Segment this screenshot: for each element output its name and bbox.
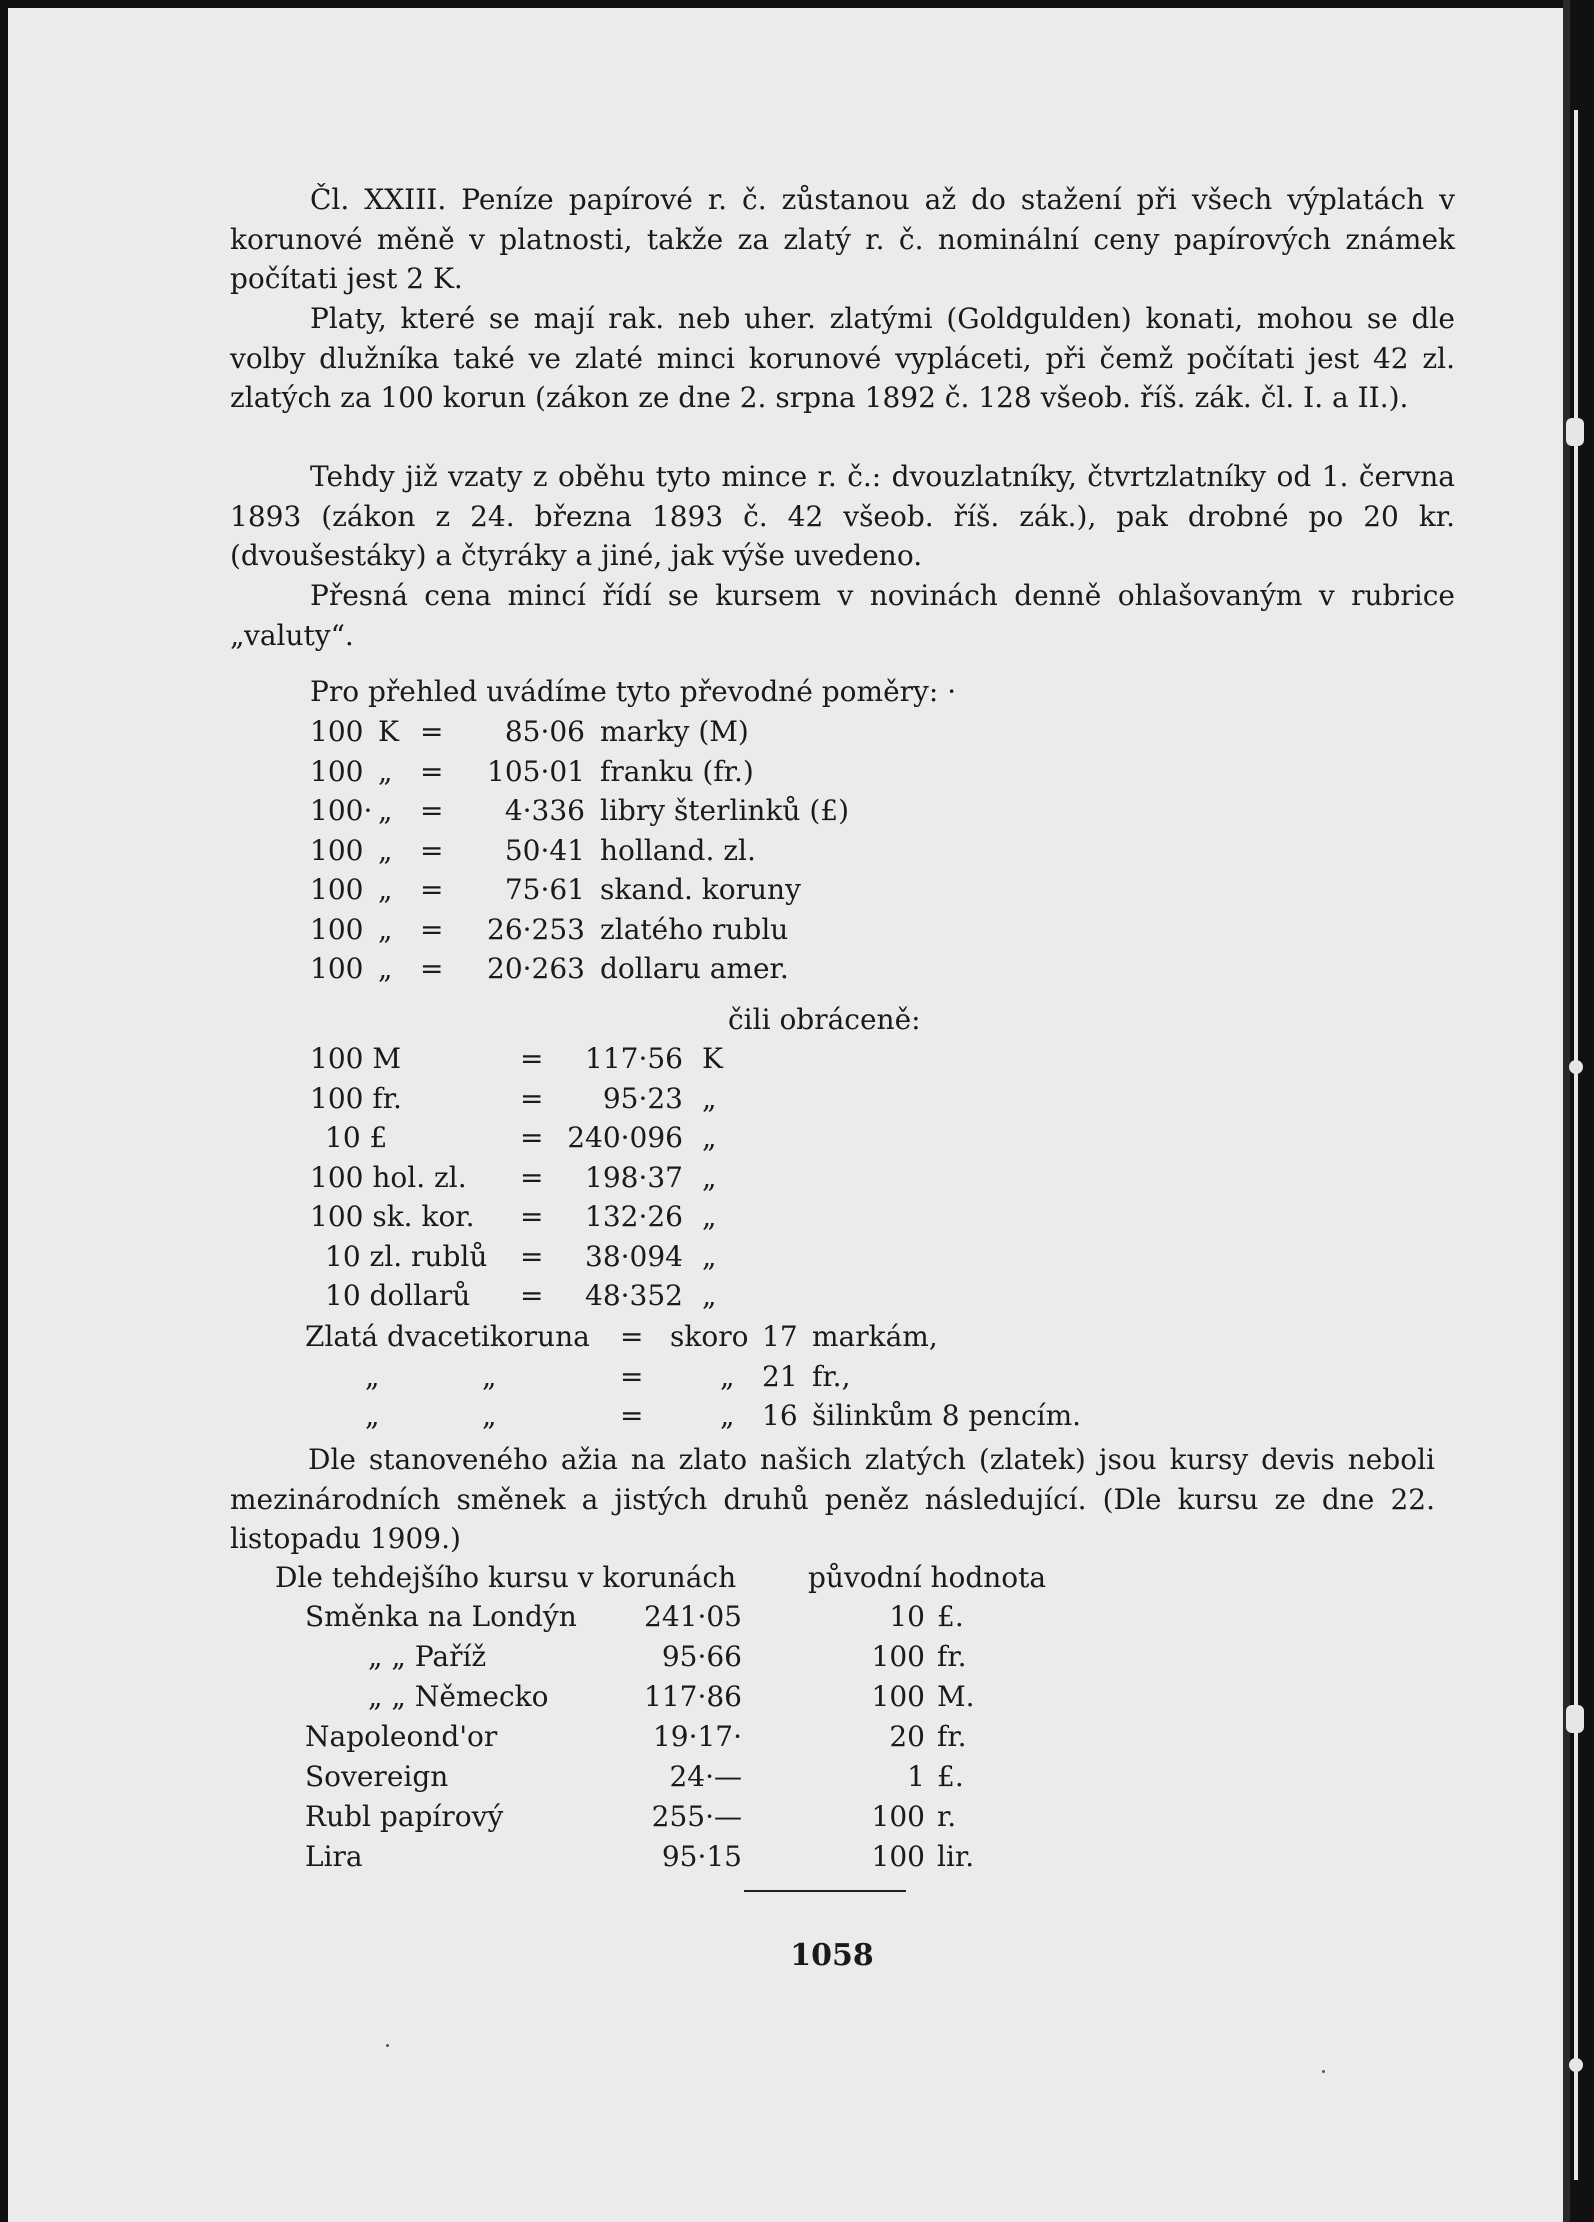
- article-paragraph-2: Platy, které se mají rak. neb uher. zlatými (Goldgulden) konati, mohou se dle volby dlužníka také ve zlaté minci korunové vypláceti, při čemž počítati jest 42 zl. zlatých za 100 korun (zákon ze dne 2. srpna 1892 č. 128 všeob. říš. zák. čl. I. a II.).: [230, 302, 1455, 414]
- rate-label: „ „ Paříž: [368, 1640, 487, 1673]
- equals-sign: =: [420, 754, 444, 788]
- equals-sign: =: [420, 715, 444, 748]
- conversion-unit: „: [378, 754, 393, 788]
- rate-original-amount: 100: [871, 1640, 925, 1673]
- conversion-unit: „: [378, 952, 393, 985]
- page-edge-mark: [1569, 2058, 1583, 2072]
- conversion-value: 4·336: [504, 794, 585, 827]
- ditto-mark: „: [365, 1359, 380, 1393]
- page-number: 1058: [790, 1938, 874, 1973]
- rate-label: Sovereign: [305, 1760, 449, 1793]
- article-paragraph-4: Přesná cena mincí řídí se kursem v novinách denně ohlašovaným v rubrice „valuty“.: [230, 579, 1455, 652]
- reverse-unit: „: [702, 1279, 717, 1312]
- equals-sign: =: [520, 1239, 544, 1273]
- rate-original-unit: £.: [937, 1600, 964, 1633]
- reverse-unit: „: [702, 1239, 717, 1273]
- rate-label: Směnka na Londýn: [305, 1600, 577, 1633]
- conversion-currency-name: holland. zl.: [600, 833, 756, 867]
- reverse-currency: 10 dollarů: [325, 1279, 471, 1312]
- rate-original-unit: r.: [937, 1800, 957, 1833]
- reverse-unit: K: [702, 1042, 723, 1075]
- conversion-value: 50·41: [504, 833, 585, 867]
- conversion-amount: 100: [310, 754, 364, 788]
- conversion-currency-name: zlatého rublu: [600, 912, 789, 946]
- reverse-value: 240·096: [567, 1121, 683, 1154]
- conversion-currency-name: franku (fr.): [600, 754, 754, 788]
- article-paragraph-5: Dle stanoveného ažia na zlato našich zlatých (zlatek) jsou kursy devis neboli mezinárodních směnek a jistých druhů peněz následující. (Dle kursu ze dne 22. listopadu 1909.): [230, 1443, 1435, 1555]
- reverse-value: 132·26: [585, 1200, 683, 1233]
- conversion-amount: 100: [310, 715, 364, 748]
- conversion-unit: „: [378, 873, 393, 906]
- equals-sign: =: [620, 1320, 644, 1353]
- rate-value: 95·66: [661, 1640, 742, 1673]
- gold-crown-unit: šilinkům 8 pencím.: [812, 1399, 1082, 1432]
- conversion-unit: „: [378, 833, 393, 867]
- rate-label: Lira: [305, 1840, 363, 1873]
- conversion-intro: Pro přehled uvádíme tyto převodné poměry: ·: [310, 675, 957, 708]
- gold-crown-amount: 17: [762, 1320, 798, 1353]
- gold-crown-prefix: skoro: [670, 1320, 749, 1353]
- conversion-reverse-heading: čili obráceně:: [728, 1003, 921, 1036]
- rate-original-amount: 100: [871, 1680, 925, 1713]
- conversion-amount: 100·: [310, 794, 373, 827]
- gold-crown-unit: markám,: [812, 1320, 938, 1353]
- reverse-value: 38·094: [585, 1239, 683, 1273]
- conversion-unit: „: [378, 912, 393, 946]
- rate-value: 255·—: [651, 1800, 742, 1833]
- rate-original-unit: fr.: [937, 1720, 967, 1753]
- gold-crown-label: Zlatá dvacetikoruna: [305, 1320, 590, 1353]
- reverse-value: 117·56: [585, 1042, 683, 1075]
- conversion-value: 105·01: [487, 754, 585, 788]
- closing-rule: [744, 1890, 906, 1892]
- rate-label: „ „ Německo: [368, 1680, 549, 1713]
- rate-label: Rubl papírový: [305, 1800, 504, 1833]
- equals-sign: =: [420, 794, 444, 827]
- rate-original-amount: 20: [889, 1720, 925, 1753]
- reverse-currency: 100 hol. zl.: [310, 1160, 467, 1194]
- reverse-currency: 100 sk. kor.: [310, 1200, 475, 1233]
- reverse-currency: 100 M: [310, 1042, 402, 1075]
- reverse-unit: „: [702, 1200, 717, 1233]
- rate-value: 24·—: [669, 1760, 742, 1793]
- reverse-unit: „: [702, 1121, 717, 1154]
- scan-border-left: [0, 0, 8, 2222]
- reverse-currency: 100 fr.: [310, 1081, 402, 1115]
- equals-sign: =: [420, 952, 444, 985]
- equals-sign: =: [520, 1121, 544, 1154]
- equals-sign: =: [520, 1081, 544, 1115]
- article-paragraph-3: Tehdy již vzaty z oběhu tyto mince r. č.: dvouzlatníky, čtvrtzlatníky od 1. června 1893 (zákon z 24. března 1893 č. 42 všeob. říš. zák.), pak drobné po 20 kr. (dvoušestáky) a čtyráky a jiné, jak výše uvedeno.: [230, 460, 1455, 572]
- conversion-amount: 100: [310, 833, 364, 867]
- conversion-currency-name: libry šterlinků (£): [600, 794, 850, 827]
- page-edge-mark: [1566, 418, 1584, 446]
- reverse-currency: 10 zl. rublů: [325, 1239, 488, 1273]
- rate-label: Napoleond'or: [305, 1720, 498, 1753]
- reverse-value: 95·23: [602, 1081, 683, 1115]
- article-paragraph-1: Čl. XXIII. Peníze papírové r. č. zůstanou až do stažení při všech výplatách v korunové měně v platnosti, takže za zlatý r. č. nominální ceny papírových známek počítati jest 2 K.: [230, 183, 1455, 295]
- rate-value: 241·05: [644, 1600, 742, 1633]
- ditto-mark: „: [482, 1359, 497, 1393]
- equals-sign: =: [620, 1399, 644, 1432]
- equals-sign: =: [420, 912, 444, 946]
- equals-sign: =: [420, 833, 444, 867]
- scan-border-right-inner: [1563, 0, 1570, 2222]
- rate-header-current: Dle tehdejšího kursu v korunách: [275, 1561, 737, 1594]
- conversion-amount: 100: [310, 873, 364, 906]
- rate-original-amount: 10: [889, 1600, 925, 1633]
- equals-sign: =: [520, 1160, 544, 1194]
- ditto-mark: „: [365, 1399, 380, 1432]
- gold-crown-prefix: „: [720, 1359, 735, 1393]
- ditto-mark: „: [482, 1399, 497, 1432]
- conversion-currency-name: dollaru amer.: [600, 952, 789, 985]
- reverse-unit: „: [702, 1160, 717, 1194]
- scan-speck: [386, 2044, 389, 2047]
- scan-speck: [1322, 2070, 1325, 2073]
- rate-original-unit: lir.: [937, 1840, 975, 1873]
- rate-original-amount: 1: [907, 1760, 925, 1793]
- equals-sign: =: [520, 1200, 544, 1233]
- gold-crown-prefix: „: [720, 1399, 735, 1432]
- equals-sign: =: [620, 1359, 644, 1393]
- conversion-currency-name: skand. koruny: [600, 873, 801, 906]
- reverse-value: 48·352: [585, 1279, 683, 1312]
- conversion-value: 20·263: [487, 952, 585, 985]
- equals-sign: =: [520, 1042, 544, 1075]
- scan-border-top: [0, 0, 1594, 8]
- rate-value: 117·86: [644, 1680, 742, 1713]
- page-edge-mark: [1569, 1060, 1583, 1074]
- rate-value: 95·15: [661, 1840, 742, 1873]
- rate-original-unit: M.: [937, 1680, 975, 1713]
- conversion-amount: 100: [310, 912, 364, 946]
- conversion-unit: „: [378, 794, 393, 827]
- conversion-amount: 100: [310, 952, 364, 985]
- rate-original-unit: fr.: [937, 1640, 967, 1673]
- reverse-unit: „: [702, 1081, 717, 1115]
- page-edge-mark: [1566, 1705, 1584, 1733]
- rate-original-unit: £.: [937, 1760, 964, 1793]
- conversion-unit: K: [378, 715, 399, 748]
- conversion-currency-name: marky (M): [600, 715, 749, 748]
- gold-crown-amount: 21: [762, 1359, 798, 1393]
- conversion-value: 26·253: [487, 912, 585, 946]
- reverse-value: 198·37: [585, 1160, 683, 1194]
- rate-header-original: původní hodnota: [808, 1561, 1047, 1594]
- gold-crown-amount: 16: [762, 1399, 798, 1432]
- equals-sign: =: [520, 1279, 544, 1312]
- conversion-value: 75·61: [504, 873, 585, 906]
- conversion-value: 85·06: [504, 715, 585, 748]
- rate-original-amount: 100: [871, 1800, 925, 1833]
- rate-original-amount: 100: [871, 1840, 925, 1873]
- equals-sign: =: [420, 873, 444, 906]
- gold-crown-unit: fr.,: [812, 1359, 851, 1393]
- rate-value: 19·17·: [652, 1720, 742, 1753]
- reverse-currency: 10 £: [325, 1121, 388, 1154]
